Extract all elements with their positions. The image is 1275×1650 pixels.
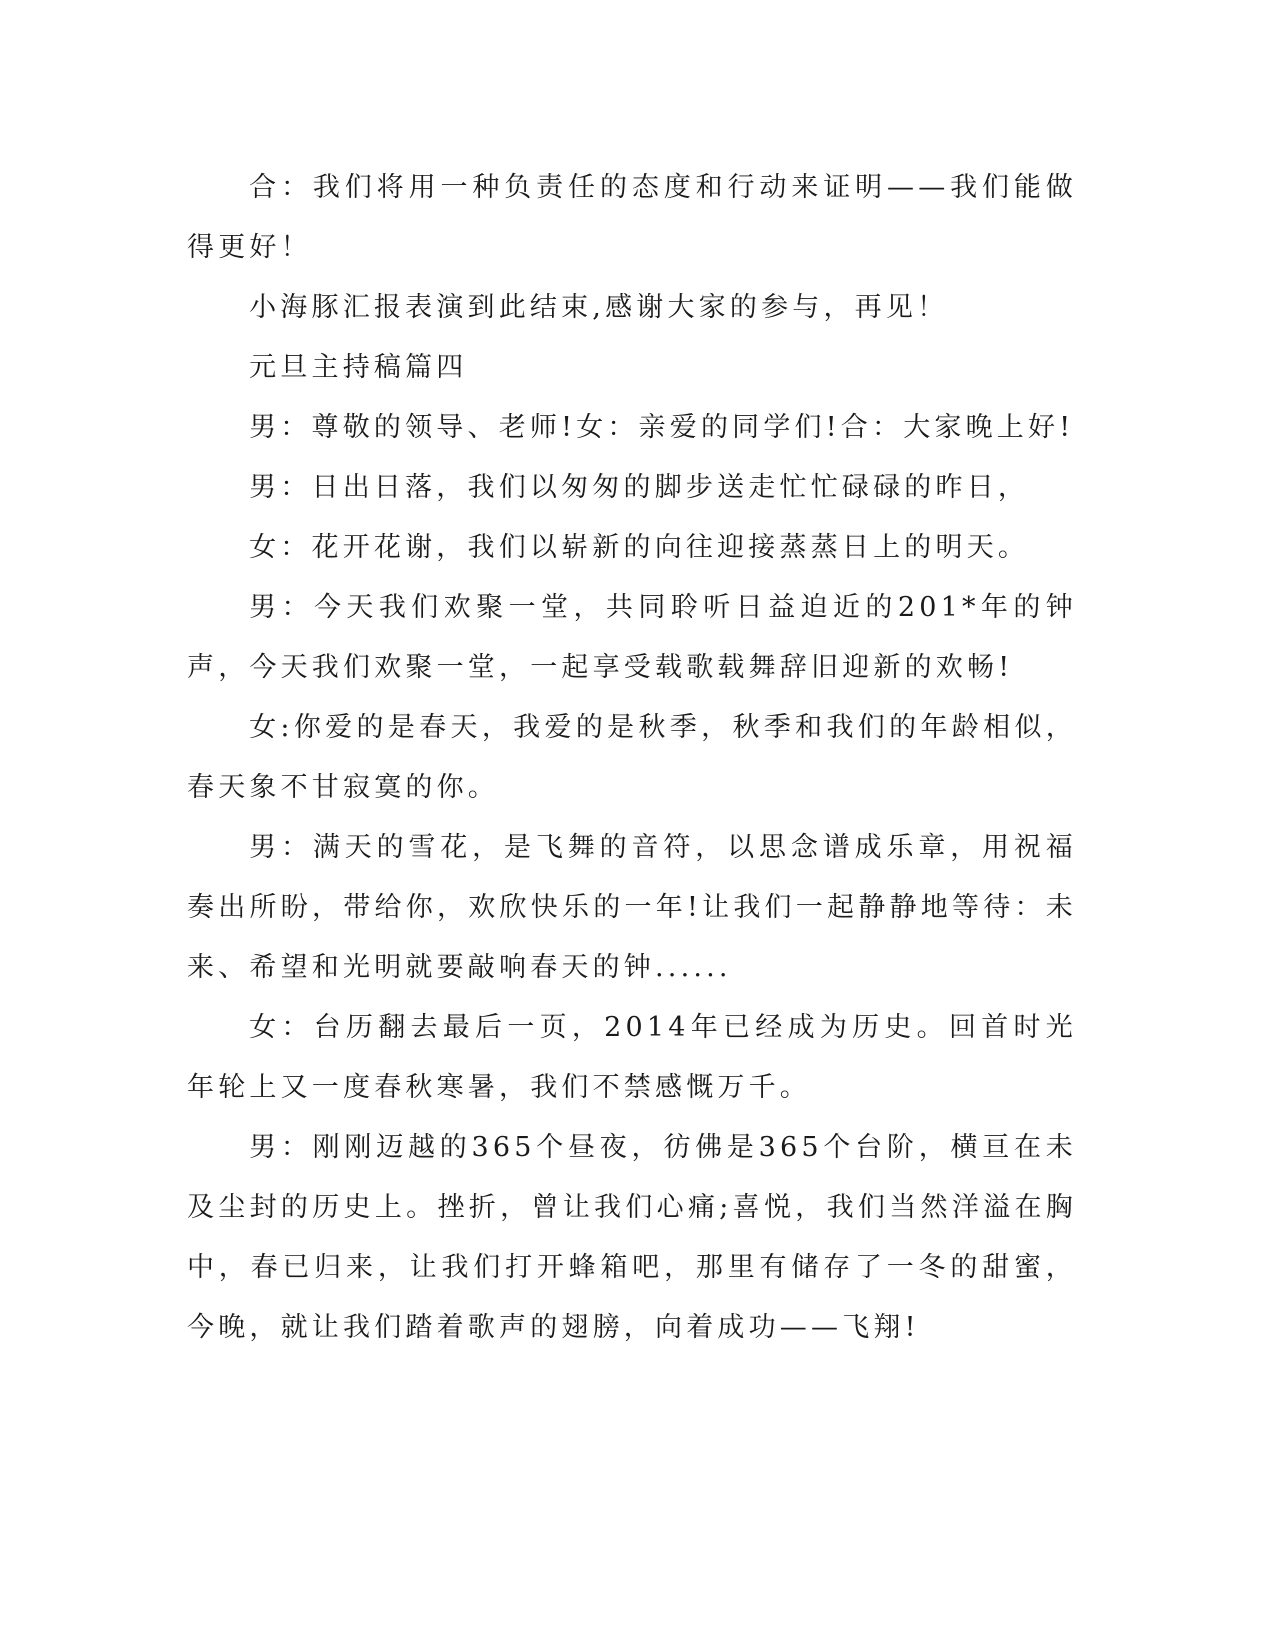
paragraph-male-3: 男：满天的雪花，是飞舞的音符，以思念谱成乐章，用祝福奏出所盼，带给你，欢欣快乐的一年!让我们一起静静地等待：未来、希望和光明就要敲响春天的钟...... — [187, 832, 1077, 983]
paragraph-female-1: 女：花开花谢，我们以崭新的向往迎接蒸蒸日上的明天。 — [249, 532, 1030, 563]
paragraph-male-2: 男：今天我们欢聚一堂，共同聆听日益迫近的201*年的钟声，今天我们欢聚一堂，一起享受载歌载舞辞旧迎新的欢畅! — [187, 592, 1077, 683]
paragraph-greeting: 男：尊敬的领导、老师!女：亲爱的同学们!合：大家晚上好! — [249, 412, 1075, 443]
document-body — [187, 158, 1077, 1358]
paragraph-male-1: 男：日出日落，我们以匆匆的脚步送走忙忙碌碌的昨日， — [249, 472, 1030, 503]
paragraph-female-3: 女：台历翻去最后一页，2014年已经成为历史。回首时光年轮上又一度春秋寒暑，我们不禁感慨万千。 — [187, 1012, 1077, 1103]
paragraph-female-2: 女:你爱的是春天，我爱的是秋季，秋季和我们的年龄相似，春天象不甘寂寞的你。 — [187, 712, 1077, 803]
paragraph-closing-all: 合：我们将用一种负责任的态度和行动来证明——我们能做得更好！ — [187, 172, 1077, 263]
section-heading: 元旦主持稿篇四 — [249, 352, 468, 383]
paragraph-male-4: 男：刚刚迈越的365个昼夜，彷佛是365个台阶，横亘在未及尘封的历史上。挫折，曾让我们心痛;喜悦，我们当然洋溢在胸中，春已归来，让我们打开蜂箱吧，那里有储存了一冬的甜蜜，今晚，就让我们踏着歌声的翅膀，向着成功——飞翔! — [187, 1132, 1077, 1343]
paragraph-farewell: 小海豚汇报表演到此结束,感谢大家的参与，再见！ — [249, 292, 949, 323]
